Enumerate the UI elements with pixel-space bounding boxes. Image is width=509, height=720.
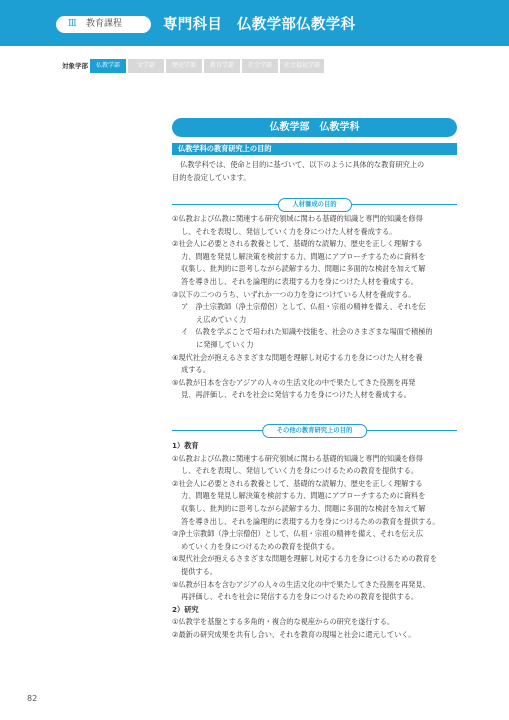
list-item: ①仏教および仏教に関連する研究領域に関わる基礎的知識と専門的知識を修得 <box>172 214 423 223</box>
list-item: 再評価し、それを社会に発信する力を身につけるための教育を提供する。 <box>181 592 419 602</box>
page-title: 専門科目 仏教学部仏教学科 <box>163 17 356 33</box>
page-number: 82 <box>27 694 38 703</box>
list-item: ③以下の二つのうち、いずれか一つの力を身につけている人材を養成する。 <box>172 289 416 299</box>
list-item: ④現代社会が抱えるさまざまな問題を理解し対応する力を身につけた人材を養 <box>172 352 423 362</box>
capsule-divider-talent <box>172 198 457 210</box>
capsule-label-talent: 人材養成の目的 <box>277 198 351 212</box>
list-item: 力、問題を発見し解決策を検討する力、問題にアプローチするために資料を <box>181 491 426 501</box>
capsule-label-other: その他の教育研究上の目的 <box>262 424 368 438</box>
list-item: ⑤仏教が日本を含むアジアの人々の生活文化の中で果たしてきた役割を再発 <box>172 377 416 387</box>
list-item: 力、問題を発見し解決策を検討する力、問題にアプローチするために資料を <box>181 251 426 261</box>
faculty-nav-label: 対象学部 <box>62 62 88 70</box>
chapter-name: 教育課程 <box>86 19 123 29</box>
list-item: ア 浄土宗教師（浄土宗僧侶）として、仏祖・宗祖の精神を備え、それを伝 <box>181 302 426 312</box>
list-item: 提供する。 <box>181 566 217 576</box>
capsule-divider-other <box>172 424 457 436</box>
faculty-tab-buddhism[interactable]: 仏教学部 <box>90 59 126 73</box>
list-item: 収集し、批判的に思考しながら読解する力、問題に多面的な検討を加えて解 <box>181 264 426 274</box>
list-item: し、それを表現し、発信していく力を身につけた人材を養成する。 <box>181 226 397 236</box>
list-item: え広めていく力 <box>196 314 247 324</box>
list-item: 収集し、批判的に思考しながら読解する力、問題に多面的な検討を加えて解 <box>181 503 426 513</box>
faculty-tab-social-welfare[interactable]: 社会福祉学部 <box>280 59 324 73</box>
list-item: ③浄土宗教師（浄土宗僧侶）として、仏祖・宗祖の精神を備え、それを伝え広 <box>172 529 424 539</box>
intro-line-1: 仏教学科では、使命と目的に基づいて、以下のように具体的な教育研究上の <box>180 160 425 169</box>
page-header <box>0 0 509 46</box>
faculty-tab-letters[interactable]: 文学部 <box>128 59 164 73</box>
list-item: ⑤仏教が日本を含むアジアの人々の生活文化の中で果たしてきた役割を再発見、 <box>172 579 430 589</box>
list-heading-education: 1）教育 <box>172 441 199 450</box>
chapter-badge <box>56 16 151 33</box>
department-title: 仏教学部 仏教学科 <box>172 118 457 137</box>
list-item: 見、再評価し、それを社会に発信する力を身につけた人材を養成する。 <box>181 390 411 400</box>
faculty-tab-sociology[interactable]: 社会学部 <box>242 59 278 73</box>
section-heading-purpose: 仏教学科の教育研究上の目的 <box>172 143 457 155</box>
chapter-number: Ⅲ <box>68 19 77 29</box>
list-item: ②最新の研究成果を共有し合い、それを教育の現場と社会に還元していく。 <box>172 629 416 639</box>
list-item: 答を導き出し、それを論理的に表現する力を身につけた人材を養成する。 <box>181 276 419 286</box>
talent-goals-list <box>172 213 460 402</box>
list-item: に発揮していく力 <box>196 339 254 349</box>
faculty-tab-education[interactable]: 教育学部 <box>204 59 240 73</box>
other-goals-list <box>172 440 460 642</box>
list-item: めていく力を身につけるための教育を提供する。 <box>181 541 339 551</box>
list-item: イ 仏教を学ぶことで培われた知識や技能を、社会のさまざまな場面で積極的 <box>181 327 433 337</box>
list-item: ②社会人に必要とされる教養として、基礎的な読解力、歴史を正しく理解する <box>172 239 423 249</box>
list-item: ①仏教学を基盤とする多角的・複合的な視座からの研究を遂行する。 <box>172 617 395 627</box>
faculty-tab-history[interactable]: 歴史学部 <box>166 59 202 73</box>
list-item: 成する。 <box>181 365 210 375</box>
intro-line-2: 目的を設定しています。 <box>172 173 251 182</box>
list-item: 答を導き出し、それを論理的に表現する力を身につけるための教育を提供する。 <box>181 516 440 526</box>
list-item: ①仏教および仏教に関連する研究領域に関わる基礎的知識と専門的知識を修得 <box>172 453 423 463</box>
list-item: し、それを表現し、発信していく力を身につけるための教育を提供する。 <box>181 466 419 476</box>
list-item: ②社会人に必要とされる教養として、基礎的な読解力、歴史を正しく理解する <box>172 478 423 488</box>
list-heading-research: 2）研究 <box>172 604 199 614</box>
list-item: ④現代社会が抱えるさまざまな問題を理解し対応する力を身につけるための教育を <box>172 554 438 564</box>
